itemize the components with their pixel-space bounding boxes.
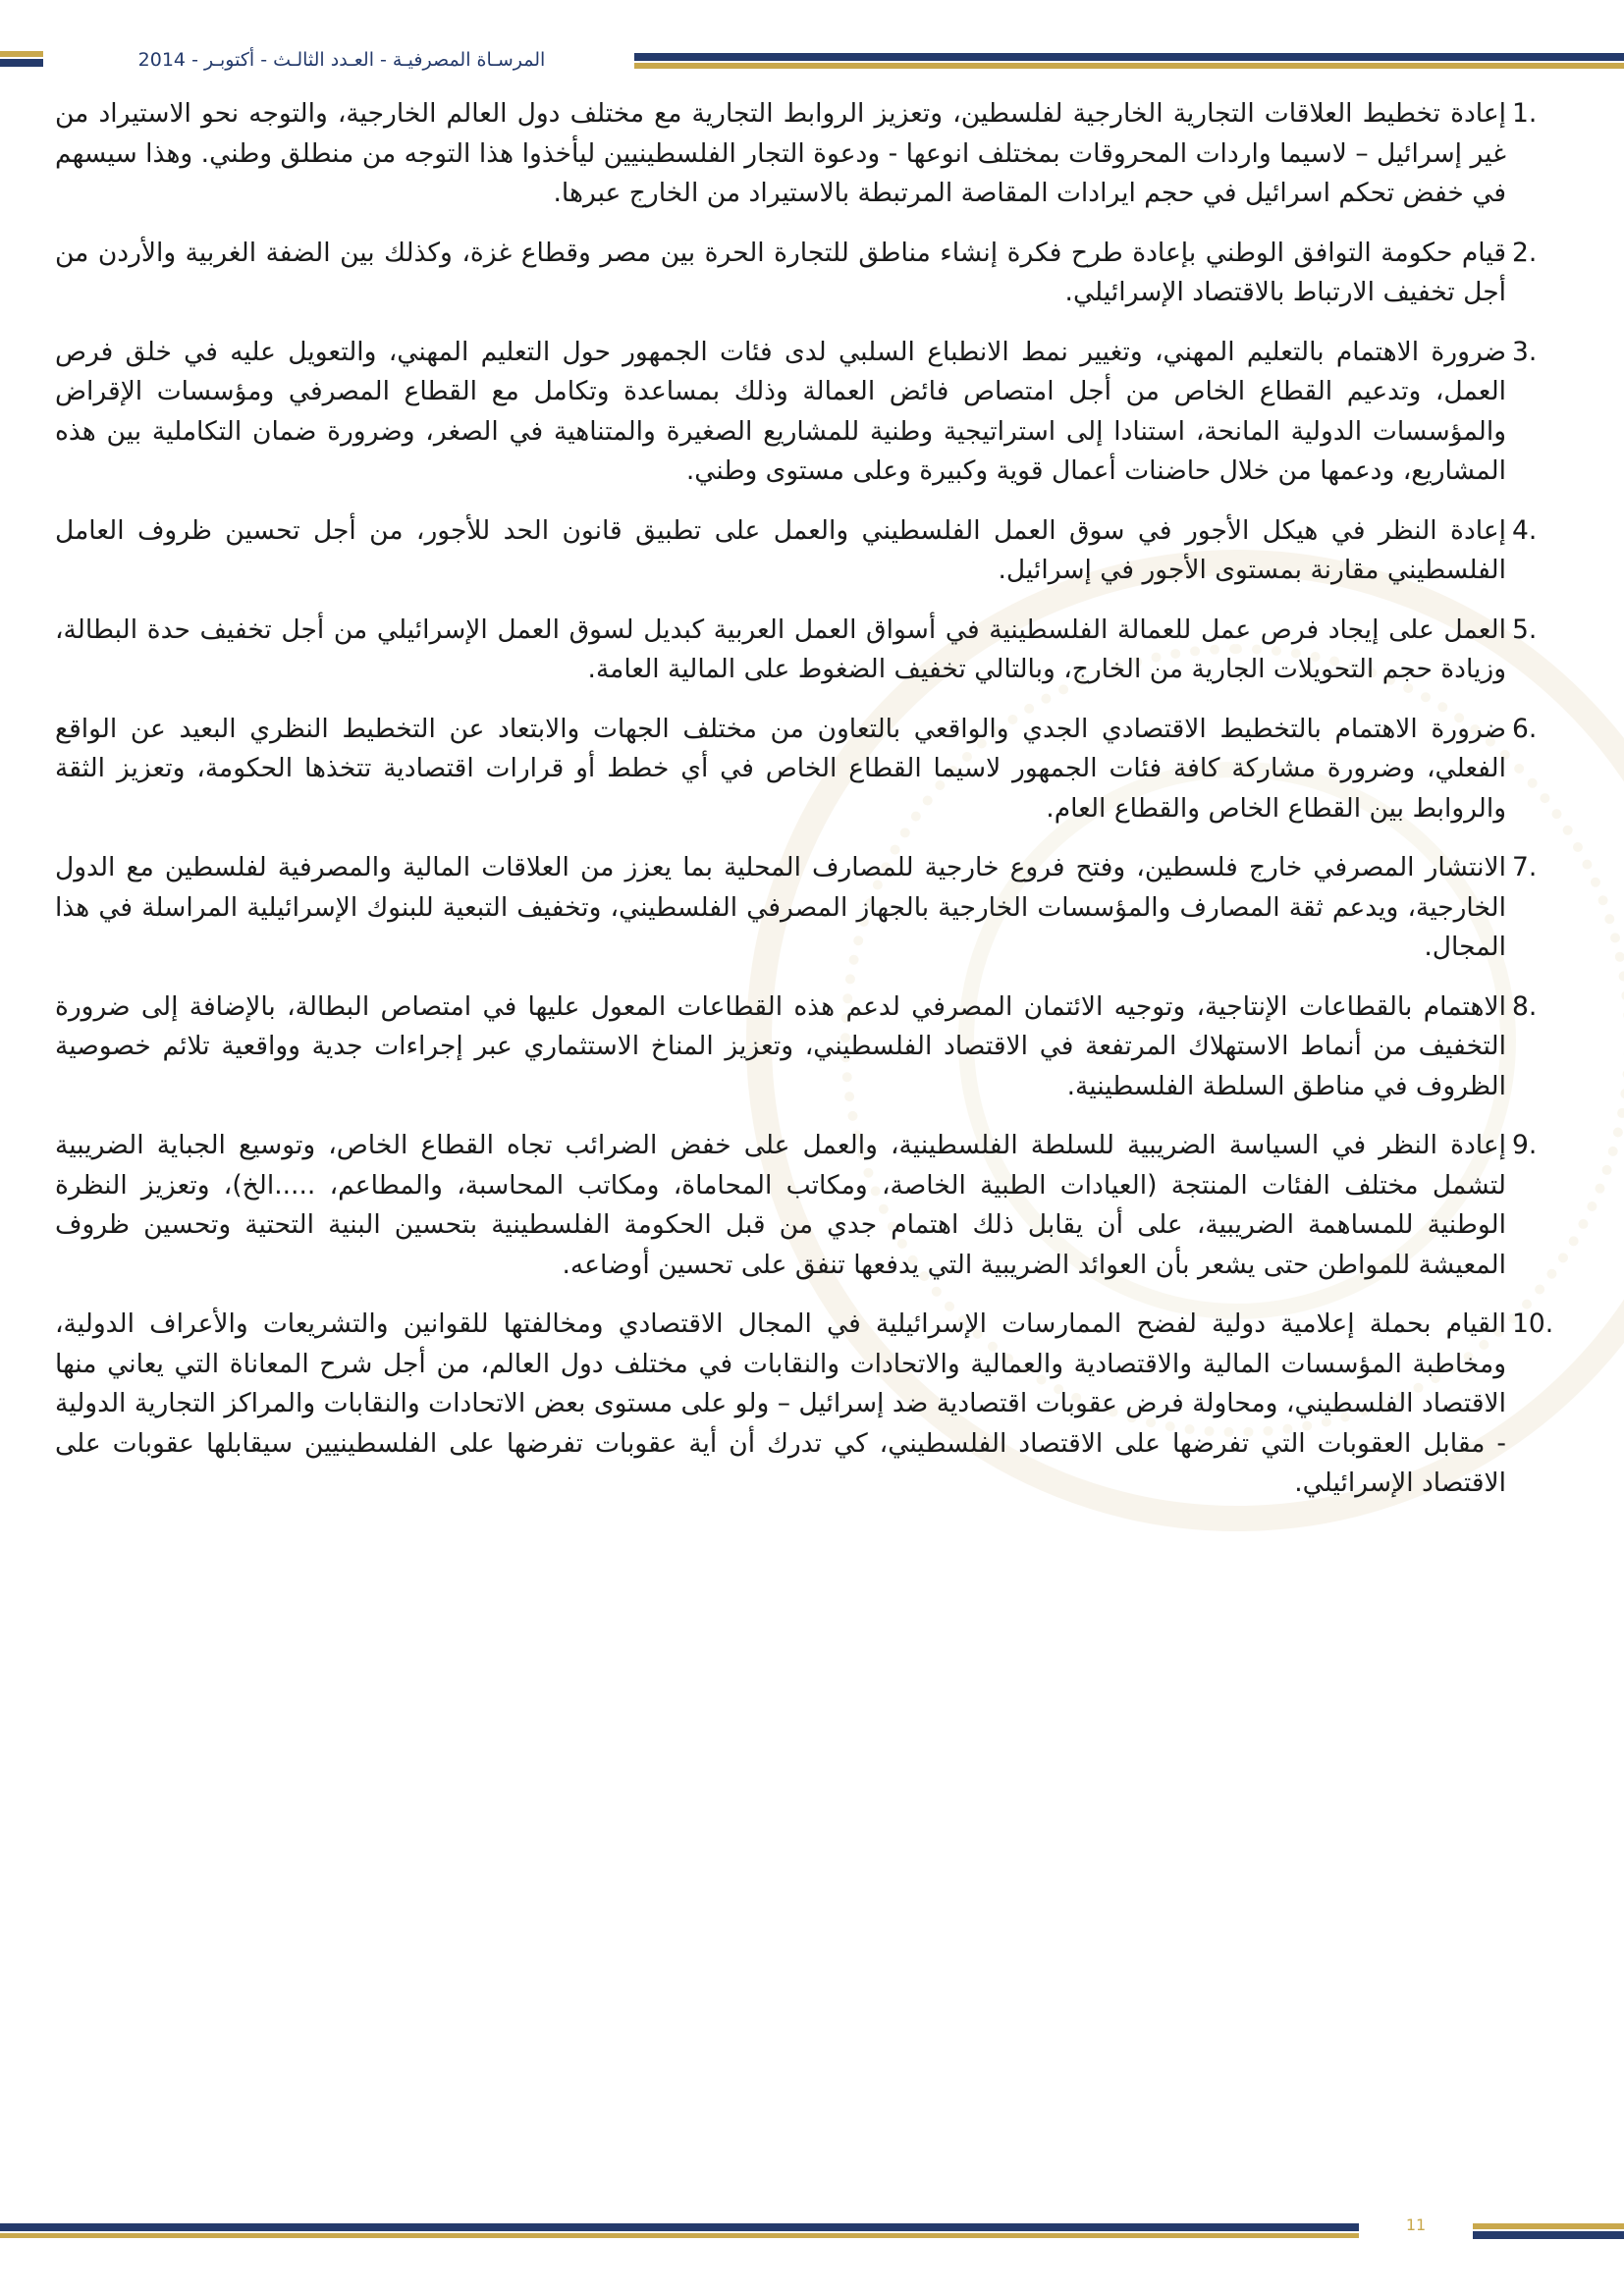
- item-number: 8.: [1512, 990, 1538, 1022]
- list-item: [55, 710, 1561, 829]
- list-item: [55, 94, 1561, 214]
- item-number: 3.: [1512, 336, 1538, 367]
- list-item: [55, 1126, 1561, 1285]
- item-text: الانتشار المصرفي خارج فلسطين، وفتح فروع خارجية للمصارف المحلية بما يعزز من العلاقات المالية والمصرفية لفلسطين مع الدول الخارجية، ويدعم ثقة المصارف والمؤسسات الخارجية بالجهاز المصرفي الفلسطيني، وتخفيف التبعية للبنوك الإسرائيلية المراسلة في هذا المجال.: [55, 852, 1506, 962]
- recommendations-list: [55, 94, 1561, 1504]
- footer-bar-navy-right: [1473, 2231, 1624, 2239]
- item-number: 1.: [1512, 98, 1538, 129]
- list-item: [55, 1305, 1561, 1504]
- item-number: 2.: [1512, 237, 1538, 268]
- item-number: 5.: [1512, 614, 1538, 645]
- list-item: [55, 234, 1561, 313]
- item-number: 9.: [1512, 1130, 1538, 1160]
- header-title: المرسـاة المصرفيـة - العـدد الثالـث - أكتوبـر - 2014: [137, 49, 546, 71]
- list-item: [55, 333, 1561, 492]
- header-bar-gold-right: [634, 63, 1624, 69]
- page-header: [0, 43, 1624, 77]
- article-body: [55, 94, 1561, 1523]
- list-item: [55, 511, 1561, 591]
- item-text: الاهتمام بالقطاعات الإنتاجية، وتوجيه الائتمان المصرفي لدعم هذه القطاعات المعول عليها في امتصاص البطالة، بالإضافة إلى ضرورة التخفيف من أنماط الاستهلاك المرتفعة في الاقتصاد الفلسطيني، وتعزيز المناخ الاستثماري عبر إجراءات جدية وواقعية تلائم خصوصية الظروف في مناطق السلطة الفلسطينية.: [55, 990, 1506, 1101]
- list-item: [55, 611, 1561, 690]
- item-text: قيام حكومة التوافق الوطني بإعادة طرح فكرة إنشاء مناطق للتجارة الحرة بين مصر وقطاع غزة، وكذلك بين الضفة الغربية والأردن من أجل تخفيف الارتباط بالاقتصاد الإسرائيلي.: [55, 237, 1506, 307]
- item-number: 10.: [1512, 1308, 1554, 1339]
- list-item: [55, 848, 1561, 968]
- header-bar-navy-left: [0, 59, 43, 67]
- item-text: إعادة النظر في هيكل الأجور في سوق العمل الفلسطيني والعمل على تطبيق قانون الحد للأجور، من أجل تحسين ظروف العامل الفلسطيني مقارنة بمستوى الأجور في إسرائيل.: [55, 514, 1506, 585]
- footer-bar-gold-left: [0, 2233, 1359, 2238]
- item-number: 6.: [1512, 713, 1538, 744]
- header-bar-gold-left: [0, 51, 43, 57]
- item-text: إعادة تخطيط العلاقات التجارية الخارجية لفلسطين، وتعزيز الروابط التجارية مع مختلف دول العالم الخارجية، والتوجه نحو الاستيراد من غير إسرائيل – لاسيما واردات المحروقات بمختلف انوعها - ودعوة التجار الفلسطينيين ليأخذوا هذا التوجه من منطلق وطني. وهذا سيسهم في خفض تحكم اسرائيل في حجم ايرادات المقاصة المرتبطة بالاستيراد من الخارج عبرها.: [55, 98, 1506, 208]
- item-text: العمل على إيجاد فرص عمل للعمالة الفلسطينية في أسواق العمل العربية كبديل لسوق العمل الإسرائيلي من أجل تخفيف حدة البطالة، وزيادة حجم التحويلات الجارية من الخارج، وبالتالي تخفيف الضغوط على المالية العامة.: [55, 614, 1506, 684]
- item-text: إعادة النظر في السياسة الضريبية للسلطة الفلسطينية، والعمل على خفض الضرائب تجاه القطاع الخاص، وتوسيع الجباية الضريبية لتشمل مختلف الفئات المنتجة (العيادات الطبية الخاصة، ومكاتب المحاماة، ومكاتب المحاسبة، والمطاعم، .....الخ)، وتعزيز النظرة الوطنية للمساهمة الضريبية، على أن يقابل ذلك اهتمام جدي من قبل الحكومة الفلسطينية بتحسين البنية التحتية وتحسين ظروف المعيشة للمواطن حتى يشعر بأن العوائد الضريبية التي يدفعها تنفق على تحسين أوضاعه.: [55, 1130, 1506, 1280]
- item-number: 7.: [1512, 852, 1538, 882]
- page-number: 11: [1405, 2216, 1427, 2234]
- item-text: القيام بحملة إعلامية دولية لفضح الممارسات الإسرائيلية في المجال الاقتصادي ومخالفتها للقوانين والتشريعات والأعراف الدولية، ومخاطبة المؤسسات المالية والاقتصادية والعمالية والاتحادات والنقابات في مختلف دول العالم، من أجل شرح المعاناة التي يعاني منها الاقتصاد الفلسطيني، ومحاولة فرض عقوبات اقتصادية ضد إسرائيل – ولو على مستوى بعض الاتحادات والنقابات والمراكز التجارية الدولية - مقابل العقوبات التي تفرضها على الاقتصاد الفلسطيني، كي تدرك أن أية عقوبات تفرضها على الفلسطينيين سيقابلها عقوبات على الاقتصاد الإسرائيلي.: [55, 1308, 1506, 1498]
- item-number: 4.: [1512, 514, 1538, 546]
- item-text: ضرورة الاهتمام بالتعليم المهني، وتغيير نمط الانطباع السلبي لدى فئات الجمهور حول التعليم المهني، والتعويل عليه في خلق فرص العمل، وتدعيم القطاع الخاص من أجل امتصاص فائض العمالة وذلك بمساعدة وتكامل مع القطاع المصرفي ومؤسسات الإقراض والمؤسسات الدولية المانحة، استنادا إلى استراتيجية وطنية للمشاريع الصغيرة والمتناهية في الصغر، وضرورة ضمان التكاملية بين هذه المشاريع، ودعمها من خلال حاضنات أعمال قوية وكبيرة وعلى مستوى وطني.: [55, 336, 1506, 486]
- footer-bar-gold-right: [1473, 2223, 1624, 2229]
- footer-bar-navy-left: [0, 2223, 1359, 2231]
- header-bar-navy-right: [634, 53, 1624, 61]
- page-footer: [0, 2216, 1624, 2263]
- list-item: [55, 988, 1561, 1107]
- item-text: ضرورة الاهتمام بالتخطيط الاقتصادي الجدي والواقعي بالتعاون من مختلف الجهات والابتعاد عن التخطيط النظري البعيد عن الواقع الفعلي، وضرورة مشاركة كافة فئات الجمهور لاسيما القطاع الخاص في أي خطط أو قرارات اقتصادية تتخذها الحكومة، وتعزيز الثقة والروابط بين القطاع الخاص والقطاع العام.: [55, 713, 1506, 824]
